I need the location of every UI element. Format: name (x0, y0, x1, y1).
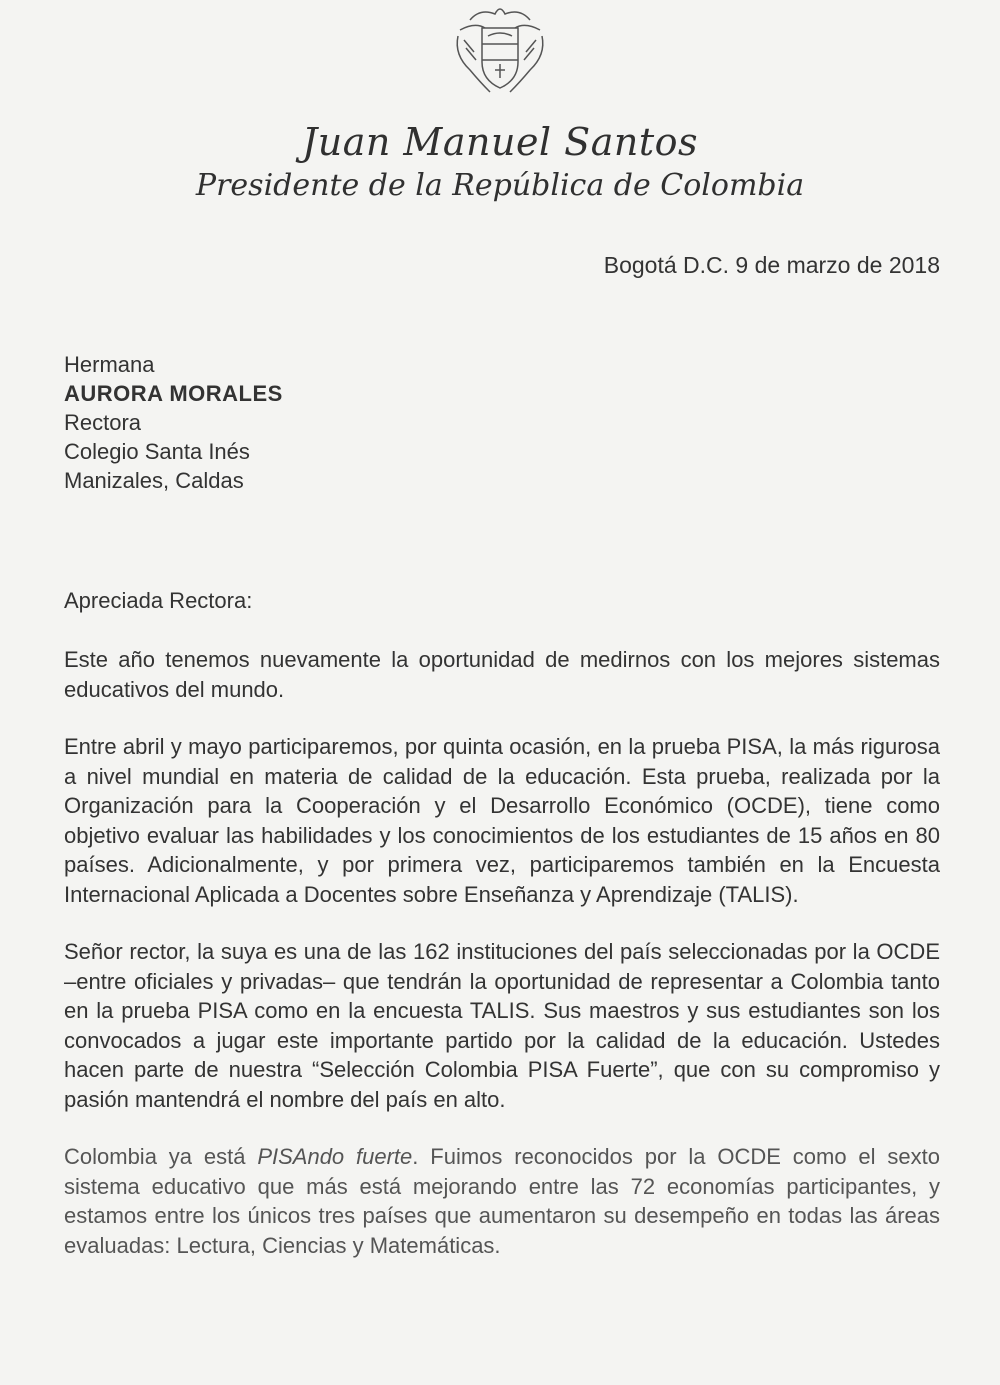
paragraph-4-start: Colombia ya está (64, 1144, 258, 1169)
recipient-role: Rectora (64, 410, 142, 435)
letterhead (0, 120, 1000, 203)
coat-of-arms-seal (440, 0, 560, 100)
salutation: Apreciada Rectora: (64, 588, 253, 613)
recipient-location: Manizales, Caldas (64, 468, 244, 493)
letter-date: Bogotá D.C. 9 de marzo de 2018 (603, 252, 940, 278)
recipient-block (64, 350, 283, 495)
letter-body (64, 645, 940, 1288)
paragraph-4 (64, 1142, 940, 1260)
recipient-institution: Colegio Santa Inés (64, 439, 250, 464)
paragraph-4-rest: . Fuimos reconocidos por la OCDE como el sexto sistema educativo que más está mejorando entre las 72 economías participantes, y estamos entre los únicos tres países que aumentaron su desempeño en todas las áreas evaluadas: Lectura, Ciencias y Matemáticas. (64, 1144, 940, 1258)
paragraph-3: Señor rector, la suya es una de las 162 instituciones del país seleccionadas por la OCDE –entre oficiales y privadas– que tendrán la oportunidad de representar a Colombia tanto en la prueba PISA como en la encuesta TALIS. Sus maestros y sus estudiantes son los convocados a jugar este importante partido por la calidad de la educación. Ustedes hacen parte de nuestra “Selección Colombia PISA Fuerte”, que con su compromiso y pasión mantendrá el nombre del país en alto. (64, 939, 940, 1112)
letterhead-title: Presidente de la República de Colombia (195, 168, 805, 203)
letterhead-name: Juan Manuel Santos (302, 120, 698, 164)
paragraph-2: Entre abril y mayo participaremos, por quinta ocasión, en la prueba PISA, la más rigurosa a nivel mundial en materia de calidad de la educación. Esta prueba, realizada por la Organización para la Cooperación y el Desarrollo Económico (OCDE), tiene como objetivo evaluar las habilidades y los conocimientos de los estudiantes de 15 años en 80 países. Adicionalmente, y por primera vez, participaremos también en la Encuesta Internacional Aplicada a Docentes sobre Enseñanza y Aprendizaje (TALIS). (64, 734, 940, 907)
paragraph-1: Este año tenemos nuevamente la oportunidad de medirnos con los mejores sistemas educativos del mundo. (64, 647, 940, 702)
recipient-salutation-line: Hermana (64, 352, 155, 377)
recipient-name: AURORA MORALES (64, 381, 283, 406)
paragraph-4-italic: PISAndo fuerte (257, 1144, 413, 1169)
